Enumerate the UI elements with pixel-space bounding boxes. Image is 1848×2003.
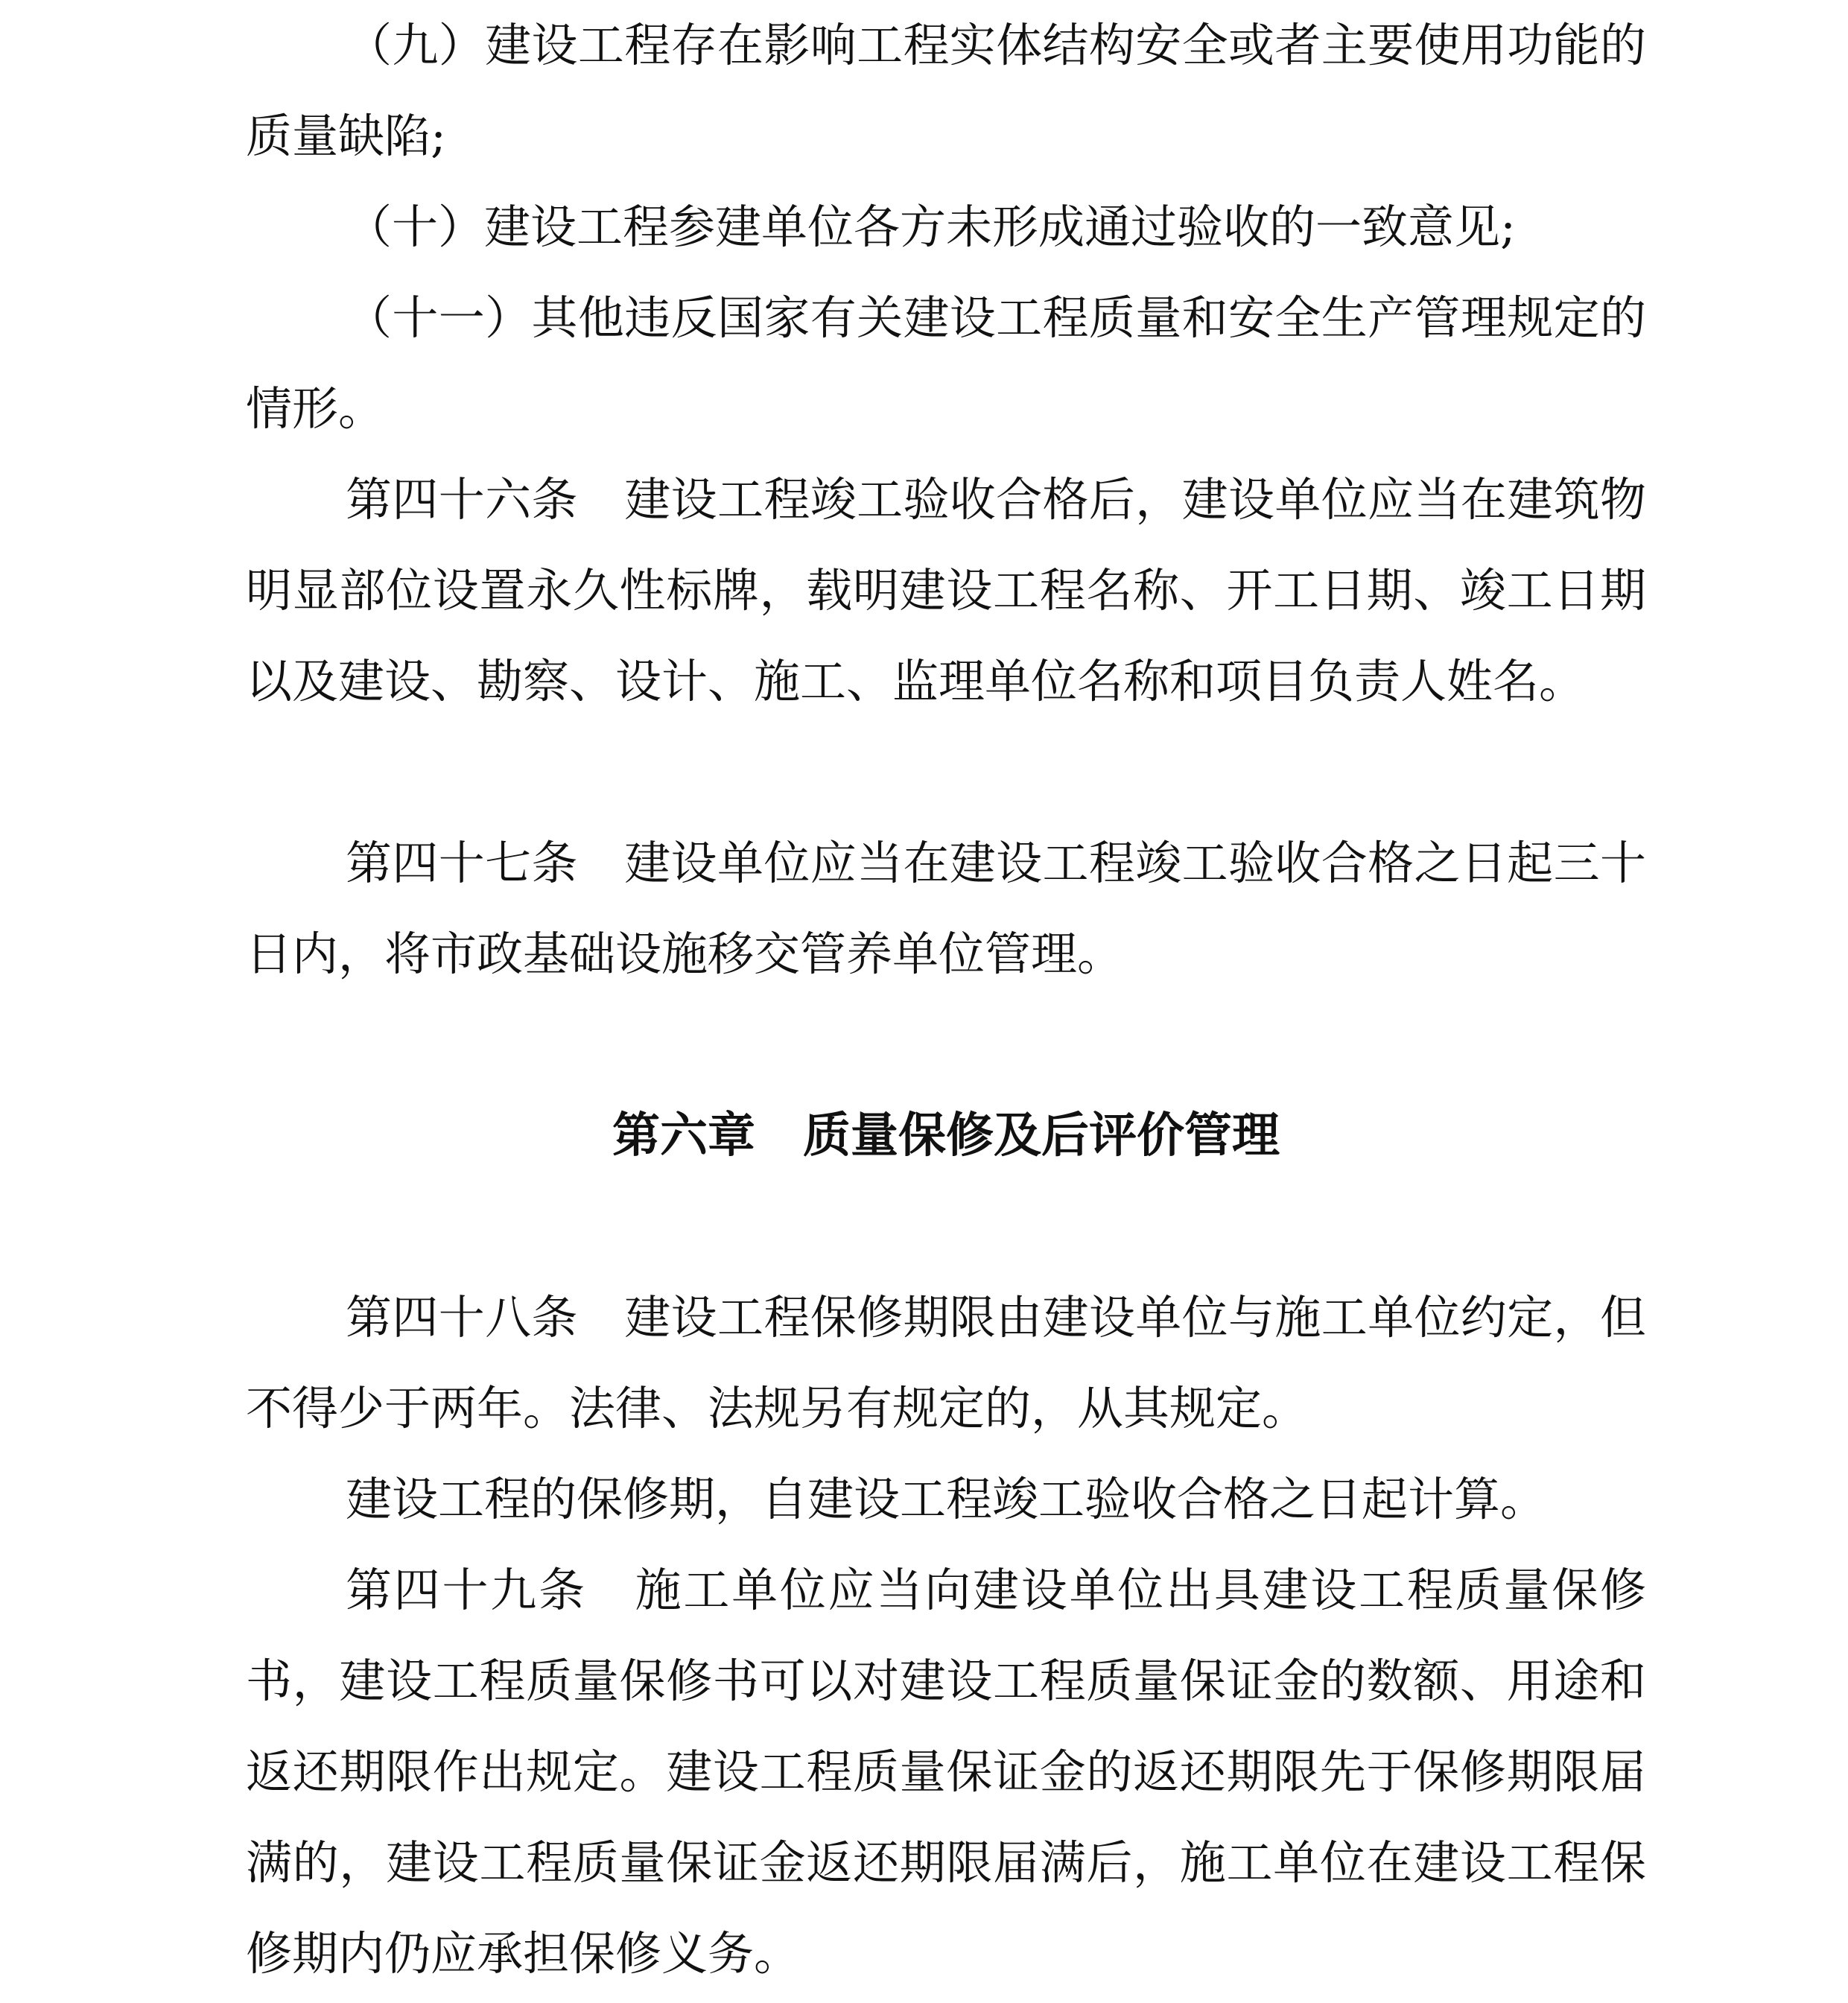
warranty-period-paragraph: 建设工程的保修期，自建设工程竣工验收合格之日起计算。 (346, 1472, 1547, 1526)
chapter-heading: 第六章 质量保修及后评价管理 (612, 1108, 1280, 1164)
clause-item-9: （九）建设工程存在影响工程实体结构安全或者主要使用功能的质量缺陷; (246, 18, 1646, 163)
clause-item-10: （十）建设工程参建单位各方未形成通过验收的一致意见; (346, 200, 1516, 254)
article-49: 第四十九条 施工单位应当向建设单位出具建设工程质量保修书，建设工程质量保修书可以对建设工程质量保证金的数额、用途和返还期限作出规定。建设工程质量保证金的返还期限先于保修期限届满的，建设工程质量保证金返还期限届满后，施工单位在建设工程保修期内仍应承担保修义务。 (246, 1563, 1646, 1981)
clause-item-11: （十一）其他违反国家有关建设工程质量和安全生产管理规定的情形。 (246, 291, 1646, 436)
article-48: 第四十八条 建设工程保修期限由建设单位与施工单位约定，但不得少于两年。法律、法规另有规定的，从其规定。 (246, 1290, 1646, 1435)
article-46: 第四十六条 建设工程竣工验收合格后，建设单位应当在建筑物明显部位设置永久性标牌，载明建设工程名称、开工日期、竣工日期以及建设、勘察、设计、施工、监理单位名称和项目负责人姓名。 (246, 472, 1646, 708)
article-47: 第四十七条 建设单位应当在建设工程竣工验收合格之日起三十日内，将市政基础设施移交管养单位管理。 (246, 836, 1646, 981)
